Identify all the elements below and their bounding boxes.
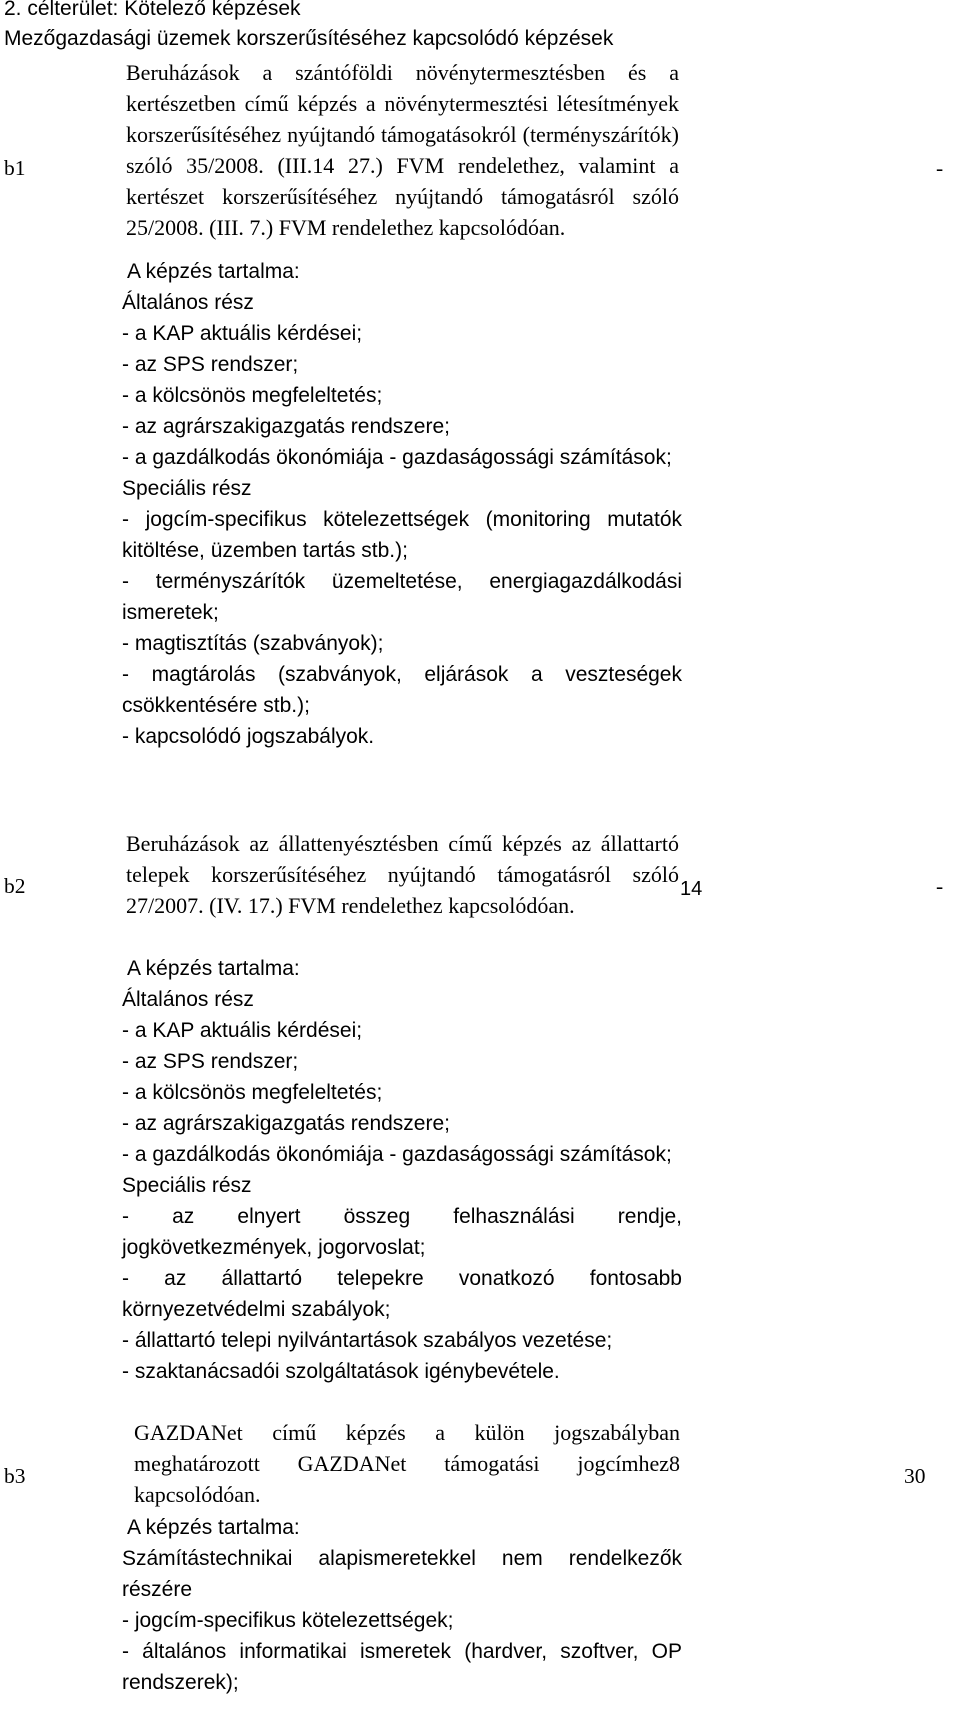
training-title: Beruházások a szántóföldi növénytermesztésben és a kertészetben című képzés a növénytermesztési létesítmények korszerűsítéséhez nyújtandó támogatásokról (terményszárítók) szóló 35/2008. (III.14 27.) FVM rendelethez, valamint a kertészet korszerűsítéséhez nyújtandó támogatásról szóló 25/2008. (III. 7.) FVM rendelethez kapcsolódóan. (126, 60, 679, 240)
special-label: Speciális rész (122, 1174, 252, 1197)
list-item: - az agrárszakigazgatás rendszere; (122, 415, 450, 438)
special-label: Speciális rész (122, 477, 252, 500)
row-code: b2 (4, 874, 26, 898)
content-label: A képzés tartalma: (127, 1516, 300, 1539)
row-code: b3 (4, 1464, 26, 1488)
row-code: b1 (4, 156, 26, 180)
list-item: - a KAP aktuális kérdései; (122, 322, 363, 345)
list-item: - általános informatikai ismeretek (hardver, szoftver, OP rendszerek); (122, 1640, 682, 1694)
list-item: - magtisztítás (szabványok); (122, 632, 384, 655)
training-content (122, 256, 682, 752)
general-label: Általános rész (122, 291, 254, 314)
row-value: - (936, 156, 944, 180)
list-item: - a KAP aktuális kérdései; (122, 1019, 363, 1042)
list-item: - az elnyert összeg felhasználási rendje, jogkövetkezmények, jogorvoslat; (122, 1205, 682, 1259)
list-item: - a kölcsönös megfeleltetés; (122, 1081, 383, 1104)
row-value: - (936, 874, 944, 898)
list-item: - jogcím-specifikus kötelezettségek; (122, 1609, 454, 1632)
list-item: - a kölcsönös megfeleltetés; (122, 384, 383, 407)
training-hours: 14 (680, 878, 703, 900)
training-title: Beruházások az állattenyésztésben című képzés az állattartó telepek korszerűsítéséhez nyújtandó támogatásról szóló 27/2007. (IV. 17.) FVM rendelethez kapcsolódóan. (126, 831, 679, 918)
content-label: A képzés tartalma: (127, 260, 300, 283)
list-item: - az SPS rendszer; (122, 353, 299, 376)
list-item: - terményszárítók üzemeltetése, energiagazdálkodási ismeretek; (122, 570, 682, 624)
list-item: - szaktanácsadói szolgáltatások igénybevétele. (122, 1360, 560, 1383)
training-content (122, 953, 682, 1387)
list-item: - az SPS rendszer; (122, 1050, 299, 1073)
general-label: Általános rész (122, 988, 254, 1011)
list-item: - a gazdálkodás ökonómiája - gazdaságossági számítások; (122, 446, 672, 469)
list-item: - az állattartó telepekre vonatkozó fontosabb környezetvédelmi szabályok; (122, 1267, 682, 1321)
header-line-2: Mezőgazdasági üzemek korszerűsítéséhez kapcsolódó képzések (4, 27, 614, 50)
row-value: 30 (904, 1464, 926, 1488)
list-item: - a gazdálkodás ökonómiája - gazdaságossági számítások; (122, 1143, 672, 1166)
content-label: A képzés tartalma: (127, 957, 300, 980)
sub-label: Számítástechnikai alapismeretekkel nem rendelkezők részére (122, 1547, 682, 1601)
training-title: GAZDANet című képzés a külön jogszabályban meghatározott GAZDANet támogatási jogcímhez8 kapcsolódóan. (134, 1420, 680, 1507)
list-item: - az agrárszakigazgatás rendszere; (122, 1112, 450, 1135)
list-item: - kapcsolódó jogszabályok. (122, 725, 375, 748)
list-item: - jogcím-specifikus kötelezettségek (monitoring mutatók kitöltése, üzemben tartás stb.); (122, 508, 682, 562)
list-item: - magtárolás (szabványok, eljárások a veszteségek csökkentésére stb.); (122, 663, 682, 717)
training-content (122, 1512, 682, 1698)
list-item: - állattartó telepi nyilvántartások szabályos vezetése; (122, 1329, 613, 1352)
header-line-1: 2. célterület: Kötelező képzések (4, 0, 301, 20)
